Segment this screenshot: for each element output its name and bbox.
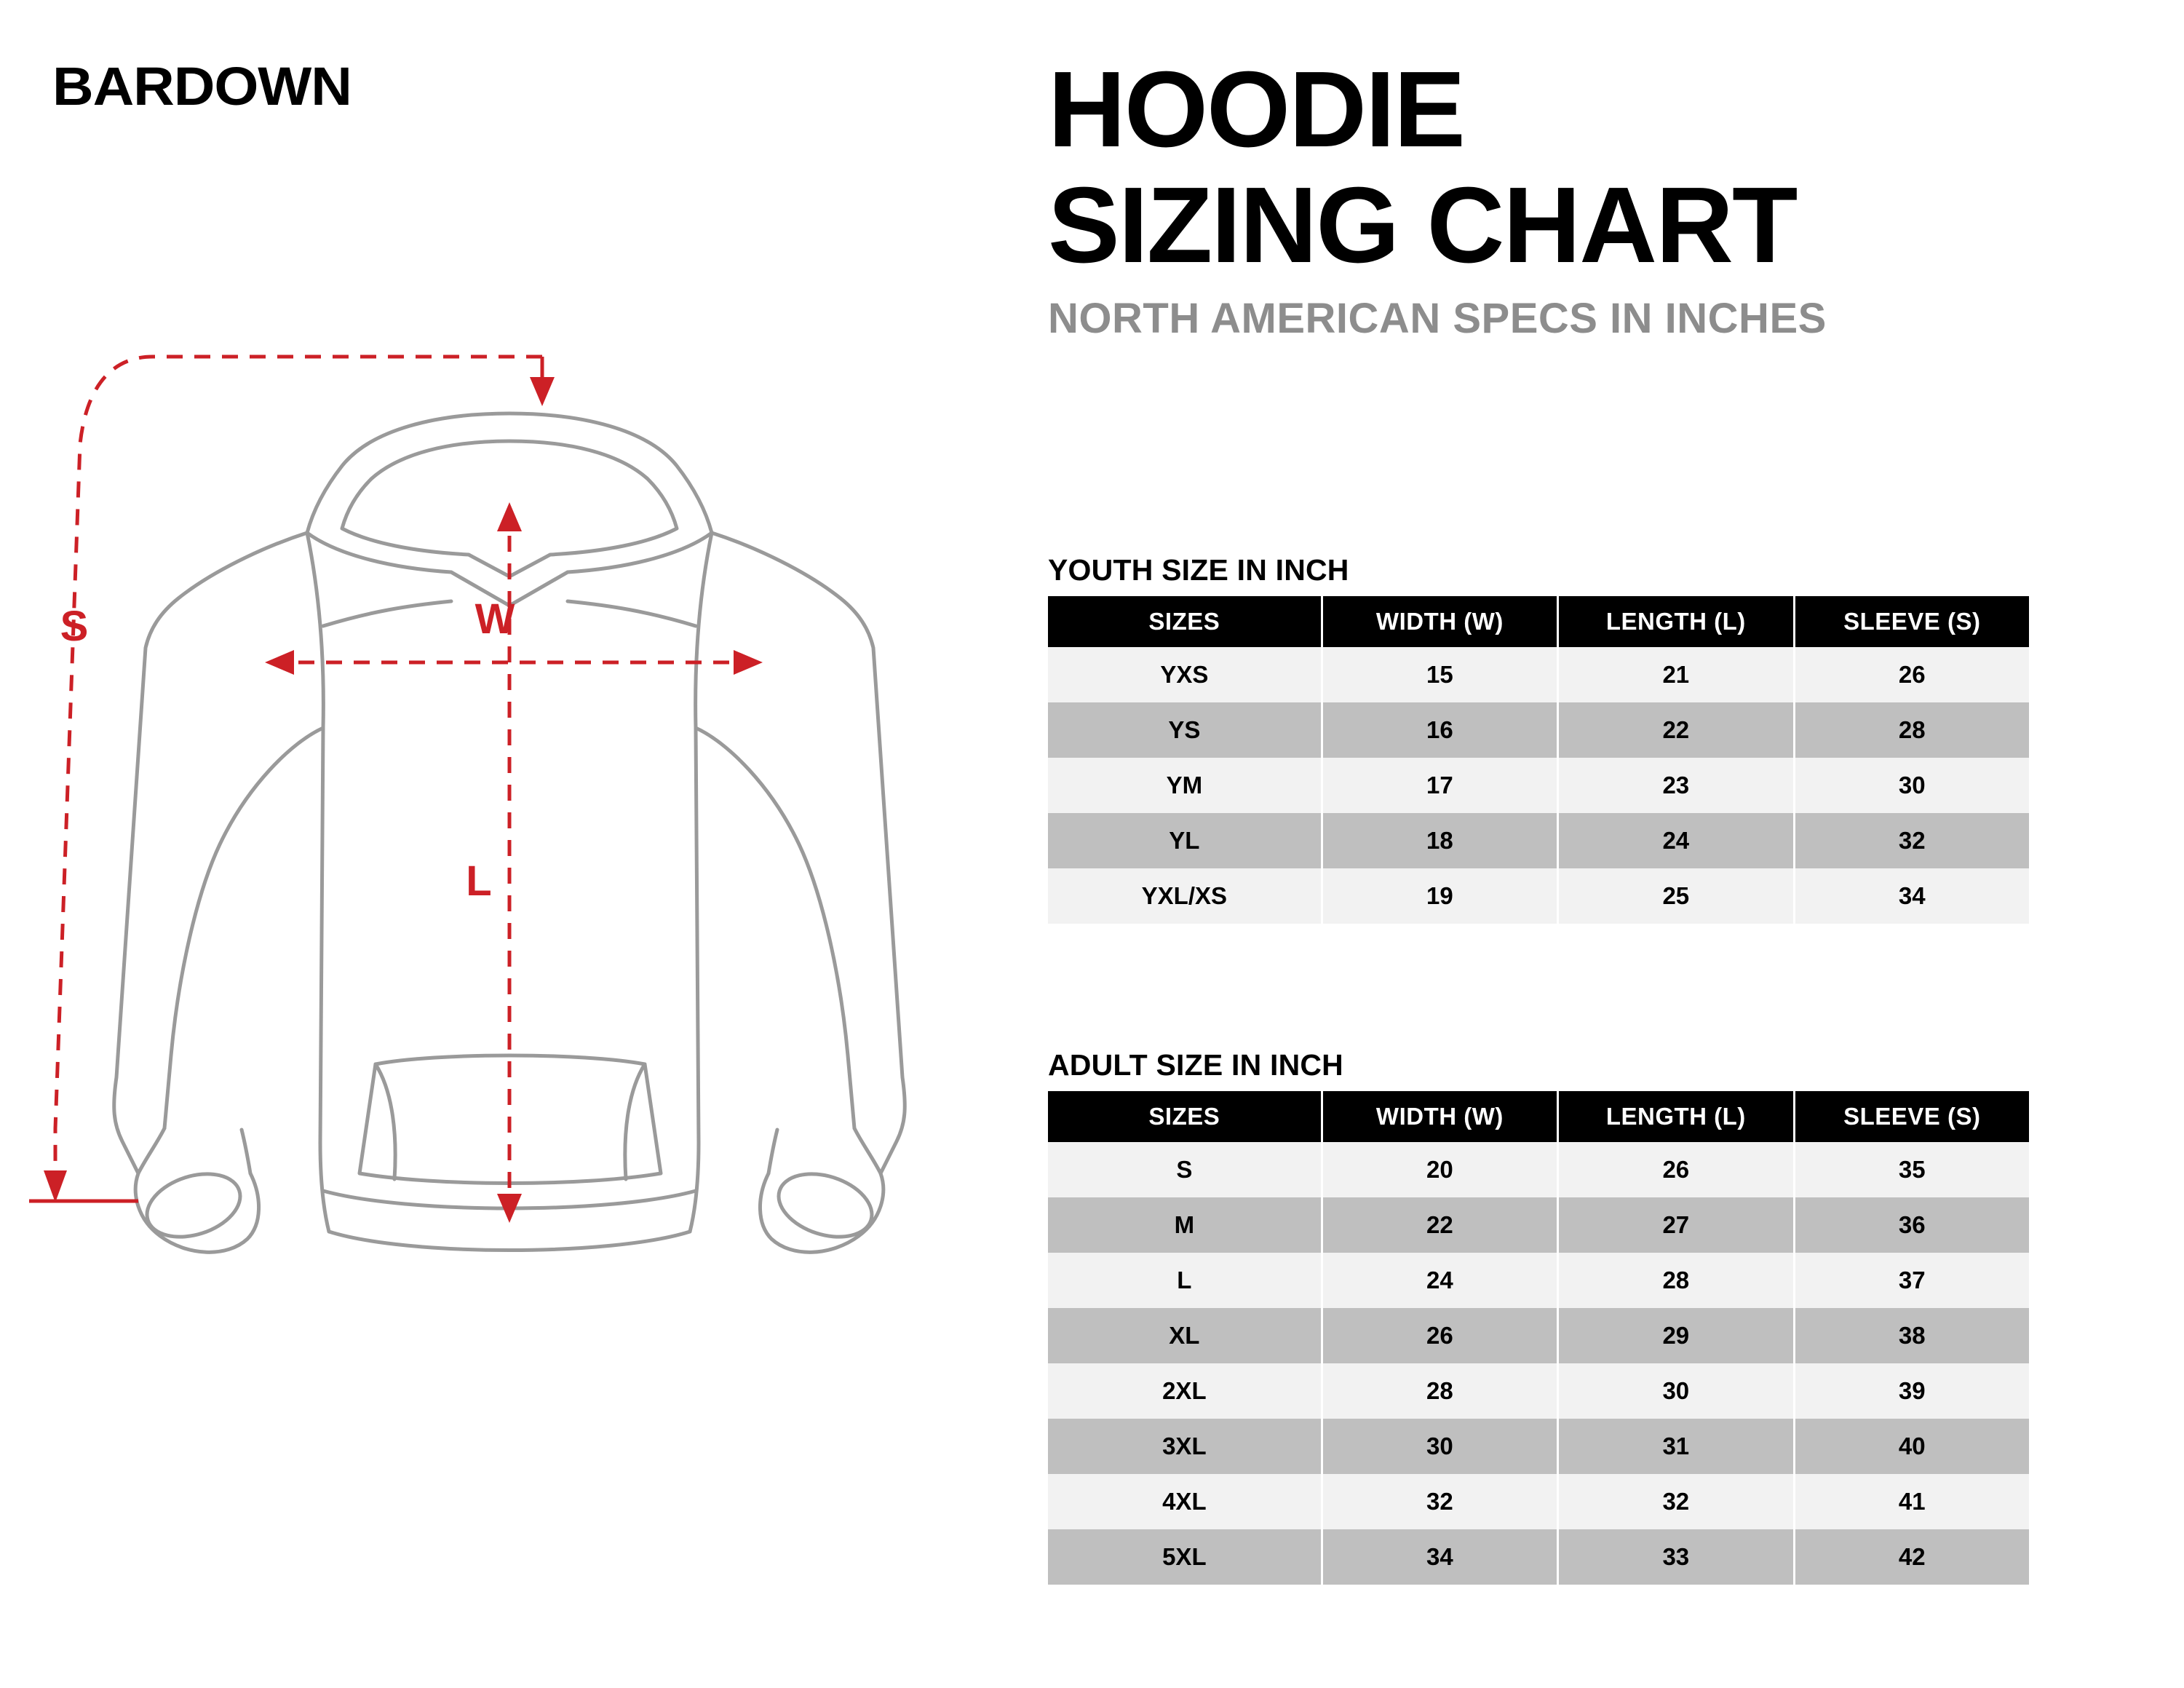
cell-length: 27: [1558, 1197, 1794, 1253]
column-header-width: WIDTH (W): [1322, 596, 1557, 647]
column-header-length: LENGTH (L): [1558, 596, 1794, 647]
cell-size: L: [1048, 1253, 1322, 1308]
youth-size-table: [1048, 596, 2029, 924]
youth-size-section: [1048, 553, 2029, 924]
cell-size: S: [1048, 1142, 1322, 1197]
table-row: [1048, 1474, 2029, 1529]
cell-sleeve: 30: [1794, 758, 2029, 813]
youth-section-title: YOUTH SIZE IN INCH: [1048, 553, 1349, 587]
adult-section-title: ADULT SIZE IN INCH: [1048, 1048, 1343, 1082]
cell-sleeve: 40: [1794, 1419, 2029, 1474]
cell-width: 19: [1322, 868, 1557, 924]
cell-length: 24: [1558, 813, 1794, 868]
diagram-label-width: W: [474, 595, 515, 643]
cell-sleeve: 42: [1794, 1529, 2029, 1585]
table-row: [1048, 647, 2029, 702]
column-header-sizes: SIZES: [1048, 596, 1322, 647]
page-title-line1: HOODIE: [1048, 49, 1464, 170]
cell-size: 4XL: [1048, 1474, 1322, 1529]
cell-length: 26: [1558, 1142, 1794, 1197]
cell-length: 31: [1558, 1419, 1794, 1474]
cell-width: 32: [1322, 1474, 1557, 1529]
cell-length: 29: [1558, 1308, 1794, 1363]
cell-sleeve: 37: [1794, 1253, 2029, 1308]
cell-width: 18: [1322, 813, 1557, 868]
table-row: [1048, 813, 2029, 868]
cell-sleeve: 36: [1794, 1197, 2029, 1253]
cell-length: 25: [1558, 868, 1794, 924]
brand-logo: BARDOWN: [52, 56, 352, 116]
cell-sleeve: 35: [1794, 1142, 2029, 1197]
column-header-length: LENGTH (L): [1558, 1091, 1794, 1142]
cell-size: M: [1048, 1197, 1322, 1253]
svg-text:L: L: [466, 857, 492, 905]
cell-size: YXL/XS: [1048, 868, 1322, 924]
table-row: [1048, 868, 2029, 924]
column-header-sleeve: SLEEVE (S): [1794, 596, 2029, 647]
cell-width: 22: [1322, 1197, 1557, 1253]
svg-text:S: S: [60, 603, 89, 650]
table-row: [1048, 1363, 2029, 1419]
cell-width: 28: [1322, 1363, 1557, 1419]
column-header-width: WIDTH (W): [1322, 1091, 1557, 1142]
cell-length: 33: [1558, 1529, 1794, 1585]
column-header-sleeve: SLEEVE (S): [1794, 1091, 2029, 1142]
column-header-sizes: SIZES: [1048, 1091, 1322, 1142]
cell-sleeve: 28: [1794, 702, 2029, 758]
page-title-line2: SIZING CHART: [1048, 165, 1797, 286]
cell-width: 34: [1322, 1529, 1557, 1585]
cell-sleeve: 34: [1794, 868, 2029, 924]
cell-length: 21: [1558, 647, 1794, 702]
table-row: [1048, 1197, 2029, 1253]
table-row: [1048, 1419, 2029, 1474]
cell-length: 22: [1558, 702, 1794, 758]
page-subtitle: NORTH AMERICAN SPECS IN INCHES: [1048, 295, 1827, 343]
table-row: [1048, 1308, 2029, 1363]
adult-size-section: [1048, 1048, 2029, 1585]
cell-sleeve: 38: [1794, 1308, 2029, 1363]
cell-length: 28: [1558, 1253, 1794, 1308]
cell-sleeve: 32: [1794, 813, 2029, 868]
table-header-row: [1048, 596, 2029, 647]
cell-width: 17: [1322, 758, 1557, 813]
cell-sleeve: 39: [1794, 1363, 2029, 1419]
table-header-row: [1048, 1091, 2029, 1142]
table-row: [1048, 1142, 2029, 1197]
header-block: [1048, 49, 2140, 343]
cell-size: 5XL: [1048, 1529, 1322, 1585]
cell-size: XL: [1048, 1308, 1322, 1363]
cell-sleeve: 26: [1794, 647, 2029, 702]
table-row: [1048, 758, 2029, 813]
cell-width: 16: [1322, 702, 1557, 758]
table-row: [1048, 1529, 2029, 1585]
cell-width: 26: [1322, 1308, 1557, 1363]
cell-width: 20: [1322, 1142, 1557, 1197]
cell-size: YS: [1048, 702, 1322, 758]
cell-width: 30: [1322, 1419, 1557, 1474]
hoodie-diagram: [29, 320, 1048, 1456]
table-row: [1048, 1253, 2029, 1308]
cell-width: 15: [1322, 647, 1557, 702]
cell-size: YM: [1048, 758, 1322, 813]
cell-length: 30: [1558, 1363, 1794, 1419]
table-row: [1048, 702, 2029, 758]
adult-size-table: [1048, 1091, 2029, 1585]
cell-length: 32: [1558, 1474, 1794, 1529]
cell-size: 2XL: [1048, 1363, 1322, 1419]
cell-width: 24: [1322, 1253, 1557, 1308]
cell-size: 3XL: [1048, 1419, 1322, 1474]
cell-sleeve: 41: [1794, 1474, 2029, 1529]
cell-size: YXS: [1048, 647, 1322, 702]
cell-length: 23: [1558, 758, 1794, 813]
cell-size: YL: [1048, 813, 1322, 868]
